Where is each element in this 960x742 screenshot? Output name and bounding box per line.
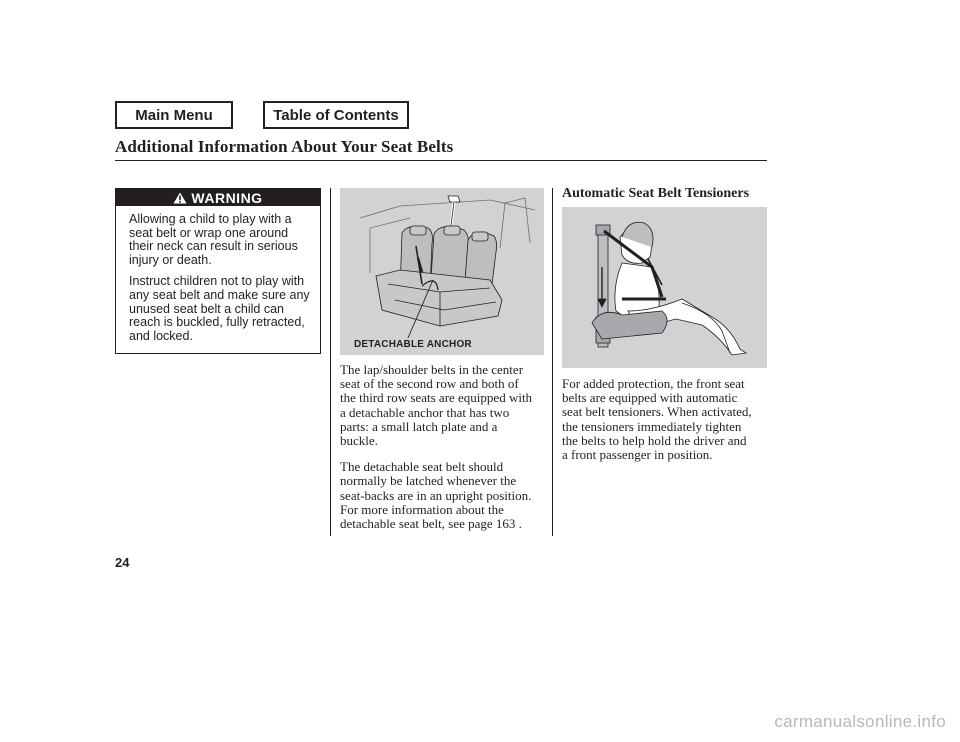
warning-paragraph: Allowing a child to play with a seat belt or wrap one around their neck can result in serious injury or death. [129, 212, 298, 267]
warning-heading: WARNING [191, 189, 263, 206]
warning-header [116, 189, 320, 206]
seat-belt-tensioner-illustration [562, 207, 767, 368]
column-divider-right [552, 188, 553, 536]
page-title: Additional Information About Your Seat Belts [115, 137, 454, 156]
body-paragraph: For added protection, the front seat belts are equipped with automatic seat belt tensioners. When activated, the tensioners immediately tighten the belts to help hold the driver and a front passenger in position. [562, 376, 752, 463]
warning-paragraph: Instruct children not to play with any seat belt and make sure any unused seat belt a child can reach is buckled, fully retracted, and locked. [129, 274, 310, 343]
table-of-contents-button[interactable]: Table of Contents [263, 101, 409, 129]
body-paragraph: The lap/shoulder belts in the center seat of the second row and both of the third row seats are equipped with a detachable anchor that has two parts: a small latch plate and a buckle. [340, 362, 533, 449]
page-number: 24 [115, 555, 130, 570]
watermark: carmanualsonline.info [774, 712, 946, 731]
figure-caption: DETACHABLE ANCHOR [354, 339, 472, 350]
section-heading: Automatic Seat Belt Tensioners [562, 186, 750, 201]
warning-triangle-icon [173, 192, 187, 204]
title-divider [115, 160, 767, 161]
body-paragraph: The detachable seat belt should normally be latched whenever the seat-backs are in an upright position. For more information about the detachable seat belt, see page 163 . [340, 459, 532, 532]
detachable-anchor-text [340, 363, 550, 543]
warning-box [115, 188, 321, 354]
main-menu-button[interactable]: Main Menu [115, 101, 233, 129]
column-divider-left [330, 188, 331, 536]
rear-seats-illustration [340, 188, 544, 355]
tensioners-text [562, 377, 772, 474]
warning-text [129, 213, 315, 351]
